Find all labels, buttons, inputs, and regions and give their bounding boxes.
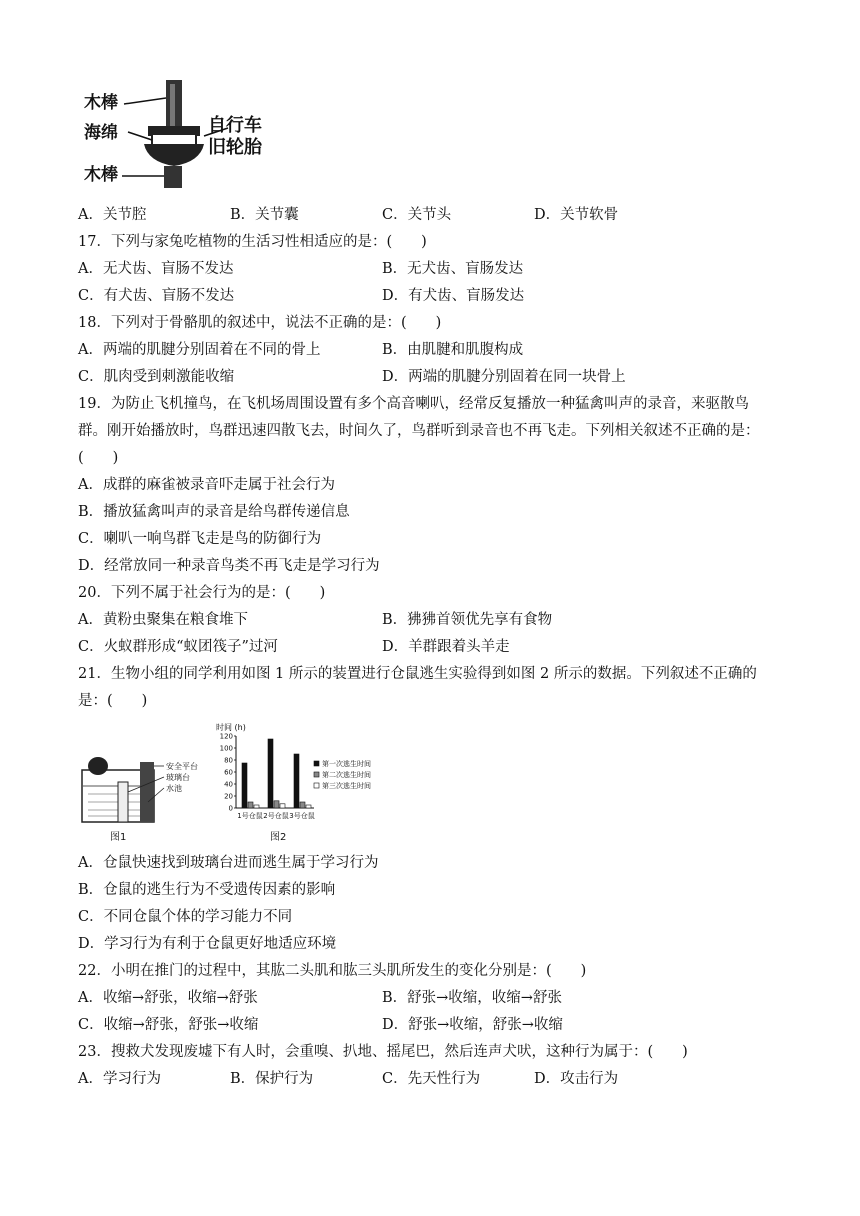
escape-time-chart — [214, 718, 384, 848]
q20-option-c[interactable]: C．火蚁群形成“蚁团筏子”过河 — [78, 639, 278, 655]
hamster-apparatus-figure — [78, 752, 208, 848]
chart-bar — [280, 804, 285, 808]
q19-option-c[interactable]: C．喇叭一响鸟群飞走是鸟的防御行为 — [78, 531, 322, 547]
q17-option-b[interactable]: B．无犬齿、盲肠发达 — [382, 261, 524, 277]
chart-ytick-label: 40 — [224, 780, 233, 789]
q22-option-a[interactable]: A．收缩→舒张，收缩→舒张 — [78, 990, 258, 1006]
label-tire-2: 旧轮胎 — [208, 137, 262, 158]
q21-option-d[interactable]: D．学习行为有利于仓鼠更好地适应环境 — [78, 936, 337, 952]
q19-option-b[interactable]: B．播放猛禽叫声的录音是给鸟群传递信息 — [78, 504, 350, 520]
q19-stem-line3: ( ) — [78, 450, 119, 466]
chart-ytick-label: 60 — [224, 768, 233, 777]
q18-option-b[interactable]: B．由肌腱和肌腹构成 — [382, 342, 524, 358]
q23-stem: 23．搜救犬发现废墟下有人时，会重嗅、扒地、摇尾巴，然后连声犬吠，这种行为属于：( ) — [78, 1044, 688, 1060]
chart-ylabel: 时间 (h) — [216, 723, 246, 732]
q21-stem-line2: 是：( ) — [78, 693, 148, 709]
q18-option-d[interactable]: D．两端的肌腱分别固着在同一块骨上 — [382, 369, 626, 385]
chart-legend-label: 第一次逃生时间 — [322, 760, 371, 768]
q17-option-a[interactable]: A．无犬齿、盲肠不发达 — [78, 261, 234, 277]
label-wood-top: 木棒 — [84, 93, 118, 113]
q23-option-b[interactable]: B．保护行为 — [230, 1071, 314, 1087]
q21-option-a[interactable]: A．仓鼠快速找到玻璃台进而逃生属于学习行为 — [78, 855, 379, 871]
chart-xtick-label: 1号仓鼠 — [237, 812, 263, 820]
q23-option-d[interactable]: D．攻击行为 — [534, 1071, 619, 1087]
q23-option-a[interactable]: A．学习行为 — [78, 1071, 161, 1087]
q19-option-d[interactable]: D．经常放同一种录音鸟类不再飞走是学习行为 — [78, 558, 380, 574]
q16-option-a[interactable]: A．关节腔 — [78, 207, 147, 223]
q21-stem-line1: 21．生物小组的同学利用如图 1 所示的装置进行仓鼠逃生实验得到如图 2 所示的数据。下列叙述不正确的 — [78, 666, 757, 682]
chart-ytick-label: 80 — [224, 756, 233, 765]
chart-legend-label: 第二次逃生时间 — [322, 771, 371, 779]
fig1-label-glass: 玻璃台 — [166, 773, 190, 782]
chart-ytick-label: 20 — [224, 792, 233, 801]
chart-ytick-label: 120 — [219, 732, 233, 741]
chart-xtick-label: 3号仓鼠 — [289, 812, 315, 820]
label-tire-1: 自行车 — [208, 115, 262, 136]
chart-ytick-label: 100 — [219, 744, 233, 753]
q18-option-a[interactable]: A．两端的肌腱分别固着在不同的骨上 — [78, 342, 321, 358]
chart-bar — [248, 802, 253, 808]
q19-option-a[interactable]: A．成群的麻雀被录音吓走属于社会行为 — [78, 477, 335, 493]
q16-option-b[interactable]: B．关节囊 — [230, 207, 299, 223]
chart-legend-swatch — [314, 761, 319, 766]
q17-option-c[interactable]: C．有犬齿、盲肠不发达 — [78, 288, 235, 304]
chart-bar — [306, 805, 311, 808]
fig1-label-platform: 安全平台 — [166, 762, 198, 771]
q22-option-c[interactable]: C．收缩→舒张，舒张→收缩 — [78, 1017, 259, 1033]
chart-legend-swatch — [314, 772, 319, 777]
chart-bar — [294, 754, 299, 808]
q19-stem-line1: 19．为防止飞机撞鸟，在飞机场周围设置有多个高音喇叭，经常反复播放一种猛禽叫声的录音，来驱散鸟 — [78, 396, 749, 412]
q18-option-c[interactable]: C．肌肉受到刺激能收缩 — [78, 369, 235, 385]
fig1-caption: 图1 — [110, 832, 127, 843]
chart-bar — [300, 802, 305, 808]
q20-option-d[interactable]: D．羊群跟着头羊走 — [382, 639, 510, 655]
fig1-label-pool: 水池 — [166, 784, 182, 793]
q20-option-b[interactable]: B．狒狒首领优先享有食物 — [382, 612, 553, 628]
q23-option-c[interactable]: C．先天性行为 — [382, 1071, 481, 1087]
chart-xtick-label: 2号仓鼠 — [263, 812, 289, 820]
q22-option-b[interactable]: B．舒张→收缩，收缩→舒张 — [382, 990, 562, 1006]
q22-option-d[interactable]: D．舒张→收缩，舒张→收缩 — [382, 1017, 563, 1033]
q17-stem: 17．下列与家兔吃植物的生活习性相适应的是：( ) — [78, 234, 427, 250]
q22-stem: 22．小明在推门的过程中，其肱二头肌和肱三头肌所发生的变化分别是：( ) — [78, 963, 587, 979]
q21-option-c[interactable]: C．不同仓鼠个体的学习能力不同 — [78, 909, 293, 925]
q16-option-d[interactable]: D．关节软骨 — [534, 207, 619, 223]
label-sponge: 海绵 — [84, 123, 118, 143]
chart-legend-swatch — [314, 783, 319, 788]
chart-bar — [274, 801, 279, 808]
q21-option-b[interactable]: B．仓鼠的逃生行为不受遗传因素的影响 — [78, 882, 336, 898]
label-wood-bottom: 木棒 — [84, 165, 118, 185]
q19-stem-line2: 群。刚开始播放时，鸟群迅速四散飞去，时间久了，鸟群听到录音也不再飞走。下列相关叙述不正确的是： — [78, 423, 760, 439]
q20-option-a[interactable]: A．黄粉虫聚集在粮食堆下 — [78, 612, 248, 628]
q16-option-c[interactable]: C．关节头 — [382, 207, 452, 223]
q20-stem: 20．下列不属于社会行为的是：( ) — [78, 585, 326, 601]
chart-bar — [254, 805, 259, 808]
q17-option-d[interactable]: D．有犬齿、盲肠发达 — [382, 288, 525, 304]
chart-bar — [268, 739, 273, 808]
chart-caption: 图2 — [270, 832, 287, 843]
chart-bar — [242, 763, 247, 808]
chart-legend-label: 第三次逃生时间 — [322, 782, 371, 790]
chart-ytick-label: 0 — [228, 804, 233, 813]
q18-stem: 18．下列对于骨骼肌的叙述中，说法不正确的是：( ) — [78, 315, 442, 331]
joint-model-figure — [78, 76, 318, 196]
